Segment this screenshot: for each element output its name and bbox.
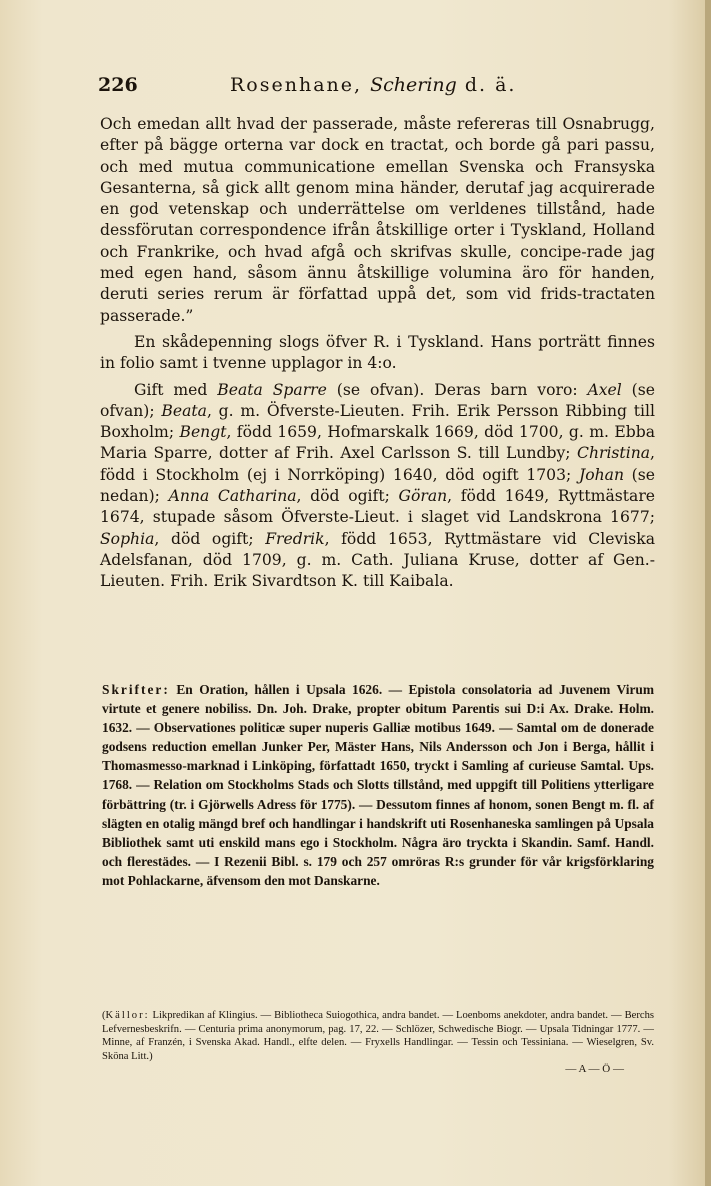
sources-text: Likpredikan af Klingius. — Bibliotheca Suiogothica, andra bandet. — Loenboms anekdoter, andra bandet. — Berchs Lefvernesbeskrifn. — Centuria prima anonymorum, pag. 17, 22. — Schlözer, Schwedische Biogr. — Upsala Tidningar 1777. — Minne, af Franzén, i Svenska Akad. Handl., elfte delen. — Fryxells Handlingar. — Tessin och Tessiniana. — Wieselgren, Sv. Sköna Litt.) — [102, 1010, 654, 1062]
text-run: , född 1653, Ryttmästare vid Cleviska Adelsfanan, död 1709, g. m. Cath. Juliana Kruse, dotter af Gen.-Lieuten. Frih. Erik Sivardtson K. till Kaibala. — [100, 529, 655, 591]
person-name: Beata Sparre — [217, 380, 327, 399]
running-head-end: d. ä. — [464, 74, 517, 96]
text-run: (se ofvan); — [100, 380, 655, 420]
running-head-italic: Schering — [370, 74, 457, 96]
person-name: Beata — [161, 401, 207, 420]
person-name: Bengt — [179, 423, 227, 442]
text-run: , född 1659, Hofmarskalk 1669, död 1700, g. m. Ebba Maria Sparre, dotter af Frih. Axel Carlsson S. till Lundby; — [100, 423, 656, 463]
text-run: , född i Stockholm (ej i Norrköping) 1640, död ogift 1703; — [100, 444, 655, 484]
text-run: Gift med — [134, 380, 218, 399]
text-run: , död ogift; — [296, 487, 399, 506]
paragraph-2: En skådepenning slogs öfver R. i Tyskland. Hans porträtt finnes in folio samt i tvenne upplagor in 4:o. — [100, 332, 655, 373]
page-edge — [705, 0, 711, 1186]
page-header — [98, 74, 618, 102]
running-head — [230, 74, 516, 96]
paragraph-3 — [100, 380, 655, 593]
running-head-main: Rosenhane, — [230, 74, 363, 96]
text-run: (se ofvan). Deras barn voro: — [326, 380, 588, 399]
sources-section — [102, 1009, 654, 1077]
person-name: Fredrik — [265, 529, 325, 548]
sources-body: (Källor: Likpredikan af Klingius. — Bibliotheca Suiogothica, andra bandet. — Loenboms anekdoter, andra bandet. — Berchs Lefvernesbeskrifn. — Centuria prima anonymorum, pag. 17, 22. — Schlözer, Schwedische Biogr. — Upsala Tidningar 1777. — Minne, af Franzén, i Svenska Akad. Handl., elfte delen. — Fryxells Handlingar. — Tessin och Tessiniana. — Wieselgren, Sv. Sköna Litt.) — [102, 1010, 654, 1062]
skrifter-text: En Oration, hållen i Upsala 1626. — Epistola consolatoria ad Juvenem Virum virtute et genere nobiliss. Dn. Joh. Drake, propter obitum Parentis sui D:i Ax. Drake. Holm. 1632. — Observationes politicæ super nuperis Galliæ motibus 1649. — Samtal om de donerade godsens reduction emellan Junker Per, Mäster Hans, Nils Andersson och Jon i Berga, hållit i Thomasmesso-marknad i Linköping, författadt 1650, tryckt i Samling af curieuse Samtal. Ups. 1768. — Relation om Stockholms Stads och Slotts tillstånd, med uppgift till Politiens ytterligare förbättring (tr. i Gjörwells Adress för 1775). — Dessutom finnes af honom, sonen Bengt m. fl. af slägten en otalig mängd bref och handlingar i handskrift uti Rosenhaneska samlingen på Upsala Bibliothek samt uti enskild mans ego i Stockholm. Några äro tryckta i Skandin. Samf. Handl. och flerestädes. — I Rezenii Bibl. s. 179 och 257 omröras R:s grunder för vår krigsförklaring mot Pohlackarne, äfvensom den mot Danskarne. — [102, 682, 654, 888]
text-run: (se nedan); — [100, 465, 655, 506]
main-text — [100, 114, 655, 593]
person-name: Sophia — [100, 529, 155, 548]
sources-label: Källor: — [105, 1010, 150, 1021]
skrifter-label: Skrifter: — [102, 682, 170, 697]
text-run: , död ogift; — [154, 529, 266, 548]
volume-range: — A — Ö — — [565, 1063, 624, 1076]
person-name: Johan — [578, 465, 624, 484]
person-name: Göran — [398, 487, 448, 506]
person-name: Axel — [587, 380, 622, 399]
text-run: , g. m. Öfverste-Lieuten. Frih. Erik Persson Ribbing till Boxholm; — [100, 401, 655, 442]
paragraph-1: Och emedan allt hvad der passerade, måste refereras till Osnabrugg, efter på bägge orterna var dock en tractat, och borde gå pari passu, och med mutua communicatione emellan Svenska och Fransyska Gesanterna, så gick allt genom mina händer, derutaf jag acquirerade en god vetenskap och underrättelse om verldenes tillstånd, hade dessförutan correspondence ifrån åtskillige orter i Tyskland, Holland och Frankrike, och hvad afgå och skrifvas skulle, concipe-rade jag med egen hand, såsom ännu åtskillige volumina äro för handen, deruti series rerum är författad uppå det, som vid frids-tractaten passerade.” — [100, 115, 655, 325]
person-name: Anna Catharina — [168, 487, 297, 506]
person-name: Christina — [577, 444, 651, 463]
text-run: , född 1649, Ryttmästare 1674, stupade såsom Öfverste-Lieut. i slaget vid Landskrona 1677; — [100, 487, 656, 527]
page-number: 226 — [98, 74, 138, 96]
skrifter-section — [102, 680, 654, 890]
